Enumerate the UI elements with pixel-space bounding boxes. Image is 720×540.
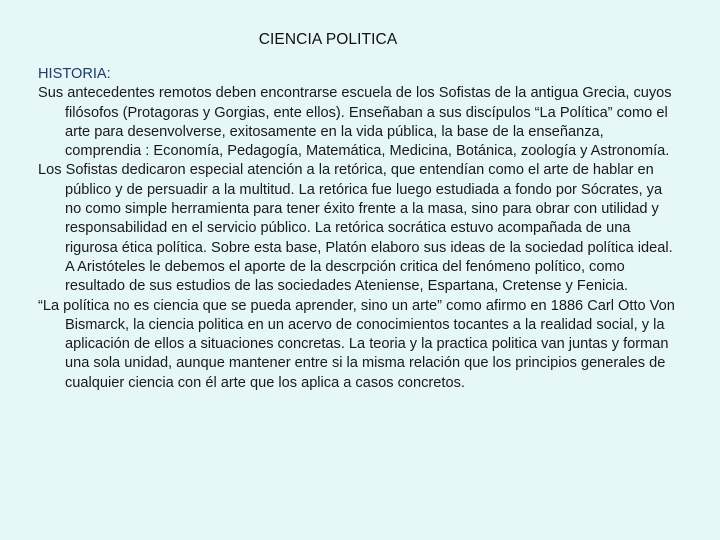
slide-body (38, 65, 678, 393)
section-heading: HISTORIA: (38, 66, 111, 82)
paragraph-retorica: Los Sofistas dedicaron especial atención a la retórica, que entendían como el arte de hablar en público y de persuadir a la multitud. La retórica fue luego estudiada a fondo por Sócrates, ya no como simple herramienta para tener éxito frente a la masa, sino para obrar con utilidad y responsabilidad en el servicio público. La retórica socrática estuvo acompañada de una rigurosa ética política. Sobre esta base, Platón elaboro sus ideas de la sociedad política ideal. A Aristóteles le debemos el aporte de la descrpción critica del fenómeno político, como resultado de sus estudios de las sociedades Ateniense, Espartana, Cretense y Fenicia. (38, 162, 673, 295)
slide-title: CIENCIA POLITICA (258, 31, 398, 48)
paragraph-bismarck: “La política no es ciencia que se pueda aprender, sino un arte” como afirmo en 1886 Carl Otto Von Bismarck, la ciencia politica en un acervo de conocimientos tocantes a la realidad social, y la aplicación de ellos a situaciones concretas. La teoria y la practica politica van juntas y forman una sola unidad, aunque mantener entre si la misma relación que los principios generales de cualquier ciencia con él arte que los aplica a casos concretos. (38, 297, 675, 391)
paragraph-sofistas-origen: Sus antecedentes remotos deben encontrarse escuela de los Sofistas de la antigua Grecia, cuyos filósofos (Protagoras y Gorgias, ente ellos). Enseñaban a sus discípulos “La Política” como el arte para desenvolverse, exitosamente en la vida pública, la base de la enseñanza, comprendia : Economía, Pedagogía, Matemática, Medicina, Botánica, zoología y Astronomía. (38, 85, 672, 160)
